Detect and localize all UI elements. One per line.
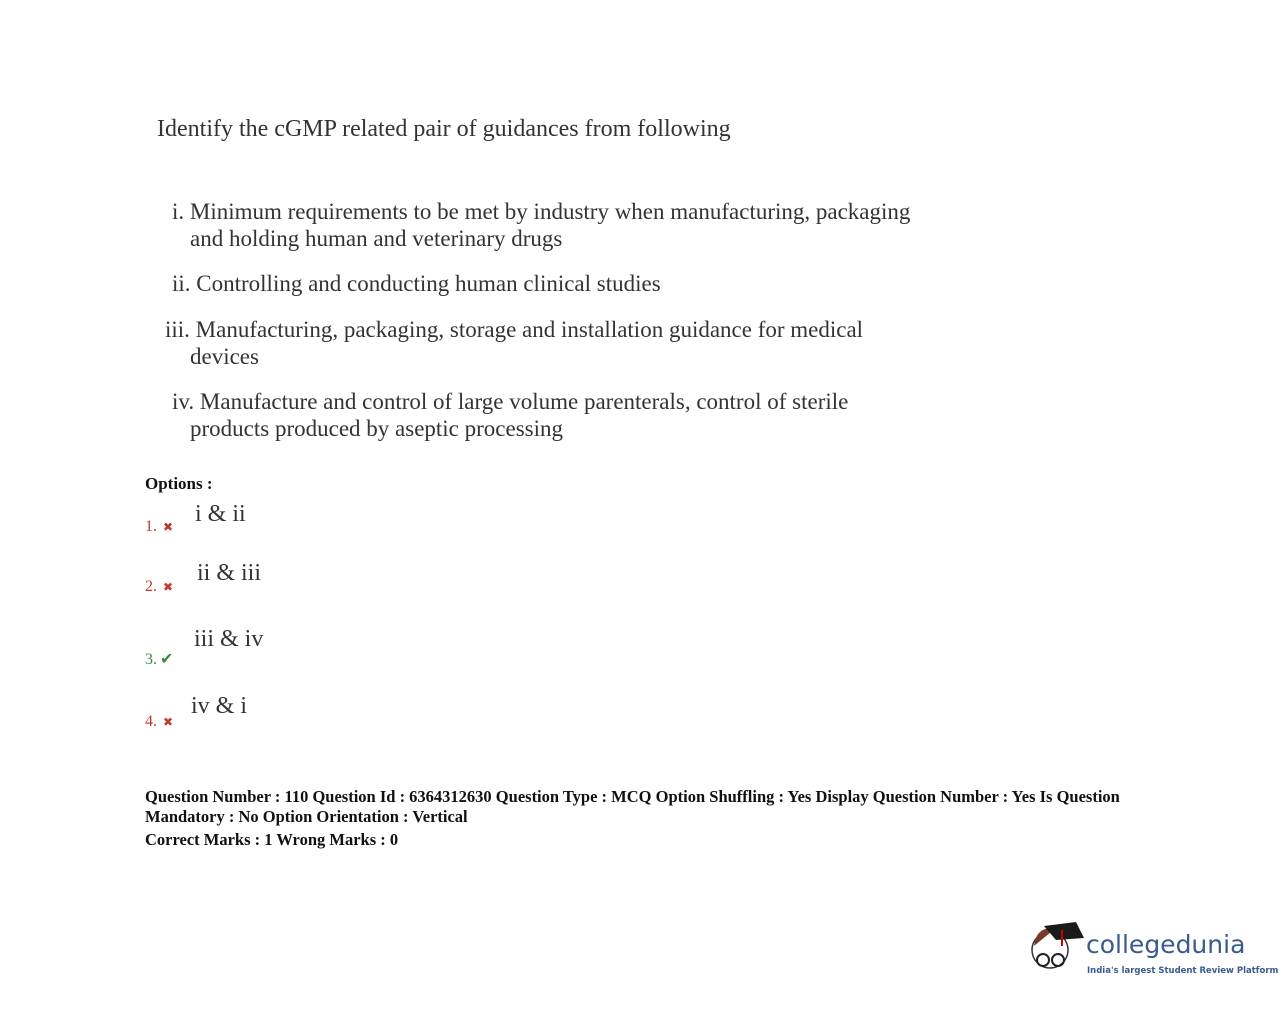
option-3-text: iii & iv <box>194 626 264 652</box>
statement-iii: iii. Manufacturing, packaging, storage and installation guidance for medical devices <box>165 317 864 369</box>
wrong-icon: ✖ <box>163 715 174 729</box>
logo-tagline: India's largest Student Review Platform <box>1087 966 1279 976</box>
options-heading: Options : <box>145 474 213 493</box>
logo-mascot-icon <box>1026 918 1086 988</box>
statement-i: i. Minimum requirements to be met by industry when manufacturing, packaging and holding human and veterinary drugs <box>172 199 911 251</box>
question-text: Identify the cGMP related pair of guidances from following <box>157 116 731 142</box>
option-4-number: 4. ✖ <box>145 713 174 730</box>
wrong-icon: ✖ <box>163 580 174 594</box>
question-metadata: Question Number : 110 Question Id : 6364312630 Question Type : MCQ Option Shuffling : Yes Display Question Number : Yes Is Question Mandatory : No Option Orientation : Vertical <box>145 787 1120 826</box>
option-2-number: 2. ✖ <box>145 578 174 595</box>
option-2-text: ii & iii <box>197 560 262 586</box>
wrong-icon: ✖ <box>163 520 174 534</box>
option-4-text: iv & i <box>191 693 248 719</box>
marks-info: Correct Marks : 1 Wrong Marks : 0 <box>145 830 399 849</box>
option-1-text: i & ii <box>195 501 246 527</box>
statement-iv: iv. Manufacture and control of large volume parenterals, control of sterile products produced by aseptic processing <box>172 389 849 441</box>
logo-brand: collegedunia <box>1086 930 1246 959</box>
option-1-number: 1. ✖ <box>145 518 174 535</box>
option-3-number: 3. ✔ <box>145 651 174 668</box>
statement-ii: ii. Controlling and conducting human clinical studies <box>172 271 661 296</box>
check-icon: ✔ <box>160 651 174 668</box>
